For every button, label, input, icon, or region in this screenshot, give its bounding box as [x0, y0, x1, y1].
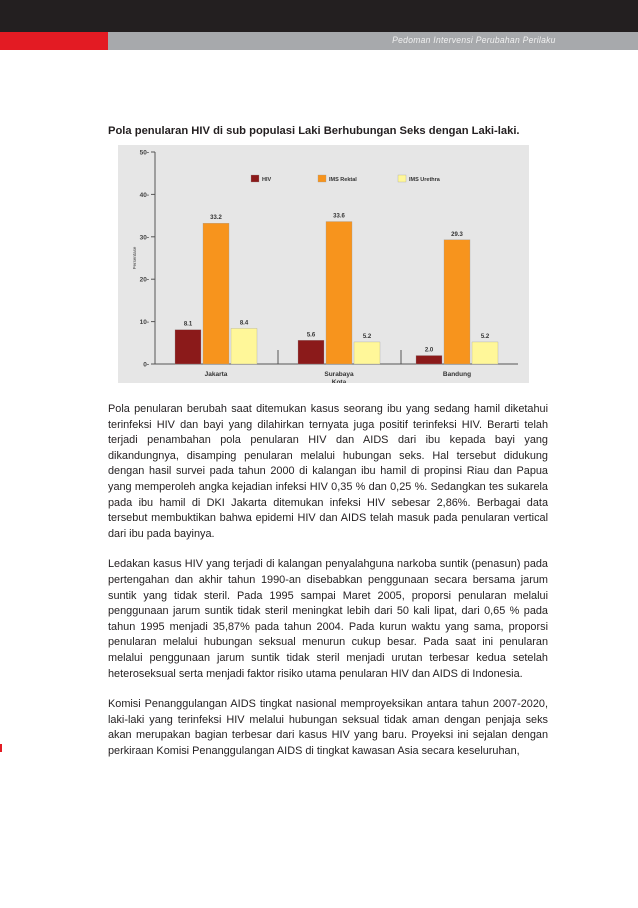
bar	[203, 223, 229, 364]
legend-swatch	[398, 175, 406, 182]
bar	[175, 330, 201, 364]
legend-label: IMS Urethra	[409, 177, 440, 183]
paragraph-2: Ledakan kasus HIV yang terjadi di kalangan penyalahguna narkoba suntik (penasun) pada pertengahan dan akhir tahun 1990-an disebabkan penggunaan secara bersama jarum suntik yang tidak steril. Pada 1995 sampai Maret 2005, proporsi penularan melalui penggunaan jarum suntik tidak steril meningkat lebih dari 50 kali lipat, dari 0,65 % pada tahun 1995 menjadi 35,87% pada tahun 2004. Pada kurun waktu yang sama, proporsi penularan melalui hubungan seksual menurun cukup besar. Pada saat ini penularan melalui penggunaan jarum suntik tidak steril menjadi urutan terbesar kedua setelah heteroseksual serta menjadi faktor risiko utama penularan HIV dan AIDS di Indonesia.	[108, 558, 548, 680]
body-text	[108, 402, 548, 774]
bar-value-label: 33.6	[333, 213, 345, 220]
y-tick-label: 50-	[139, 149, 149, 157]
figure-title: Pola penularan HIV di sub populasi Laki Berhubungan Seks dengan Laki-laki.	[108, 125, 520, 137]
paragraph-1: Pola penularan berubah saat ditemukan kasus seorang ibu yang sedang hamil diketahui terinfeksi HIV dan bayi yang dilahirkan ternyata juga positif terinfeksi HIV. Berarti telah terjadi penambahan pola penularan HIV dan AIDS dari ibu kepada bayi yang dikandungnya, disamping penularan melalui hubungan seks. Hal tersebut didukung dengan hasil survei pada tahun 2000 di kalangan ibu hamil di propinsi Riau dan Papua yang memperoleh angka kejadian infeksi HIV 0,35 % dan 0,25 %. Sedangkan tes sukarela pada ibu hamil di DKI Jakarta ditemukan infeksi HIV sebesar 2,86%. Berbagai data tersebut membuktikan bahwa epidemi HIV dan AIDS telah masuk pada penularan vertical dari ibu pada bayinya.	[108, 403, 548, 540]
bar-value-label: 33.2	[210, 215, 222, 222]
bar	[354, 342, 380, 364]
bar-value-label: 29.3	[451, 231, 463, 238]
header-accent-red	[0, 32, 108, 50]
legend-label: IMS Rektal	[329, 177, 357, 183]
legend-swatch	[251, 175, 259, 182]
x-tick-label: Jakarta	[204, 371, 228, 378]
bar	[326, 222, 352, 364]
bar-value-label: 8.1	[183, 321, 193, 328]
margin-mark	[0, 744, 2, 752]
legend-swatch	[318, 175, 326, 182]
running-title: Pedoman Intervensi Perubahan Perilaku	[392, 35, 556, 46]
bar-value-label: 5.6	[306, 332, 316, 339]
header-band	[108, 32, 638, 50]
bar	[444, 240, 470, 364]
bar-value-label: 8.4	[239, 320, 249, 327]
y-tick-label: 10-	[139, 319, 149, 327]
bar-chart	[118, 145, 529, 383]
x-tick-label: Kota	[331, 379, 347, 383]
y-tick-label: 20-	[139, 276, 149, 284]
bar-value-label: 5.2	[362, 333, 372, 340]
y-tick-label: 30-	[139, 234, 149, 242]
bar-value-label: 2.0	[424, 347, 434, 354]
paragraph-3: Komisi Penanggulangan AIDS tingkat nasional memproyeksikan antara tahun 2007-2020, laki-laki yang terinfeksi HIV melalui hubungan seksual tidak aman dengan penjaja seks akan merupakan bagian terbesar dari kasus HIV yang baru. Proyeksi ini sejalan dengan perkiraan Komisi Penanggulangan AIDS di tingkat kawasan Asia secara keseluruhan,	[108, 698, 548, 757]
bar	[298, 340, 324, 364]
bar	[472, 342, 498, 364]
x-tick-label: Surabaya	[324, 371, 354, 378]
legend-label: HIV	[262, 177, 272, 183]
chart-canvas	[118, 145, 529, 383]
x-tick-label: Bandung	[442, 371, 472, 378]
header-bar	[0, 0, 638, 32]
y-tick-label: 40-	[139, 191, 149, 199]
bar	[231, 328, 257, 364]
bar-value-label: 5.2	[480, 333, 490, 340]
y-tick-label: 0-	[143, 361, 149, 369]
bar	[416, 356, 442, 364]
y-axis-label: Persentase	[132, 246, 137, 270]
